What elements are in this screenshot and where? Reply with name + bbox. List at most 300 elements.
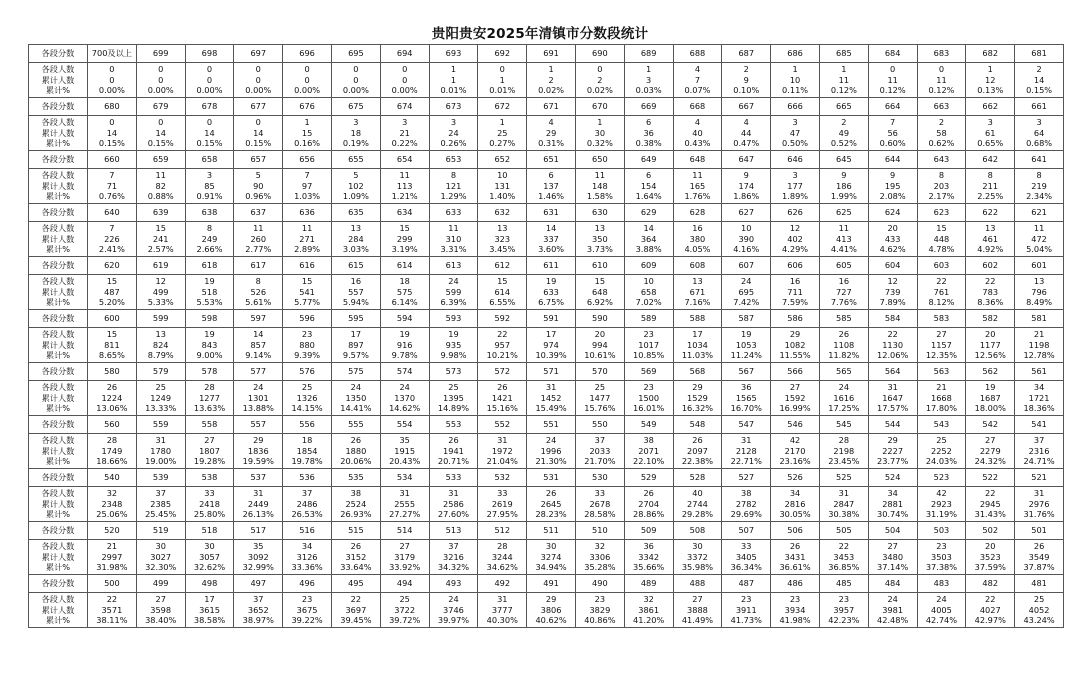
- score-cell: 573: [429, 363, 478, 381]
- score-cell: 659: [136, 151, 185, 169]
- percent-value: 0.07%: [684, 85, 711, 96]
- percent-value: 7.16%: [684, 297, 711, 308]
- cumulative-value: 1668: [931, 392, 952, 403]
- cumulative-value: 518: [201, 286, 218, 297]
- cumulative-value: 390: [738, 233, 755, 244]
- score-cell: 637: [234, 204, 283, 222]
- cumulative-value: 14: [253, 127, 264, 138]
- count-value: 0: [353, 64, 359, 75]
- data-labels: [29, 63, 88, 98]
- percent-value: 0.00%: [98, 85, 125, 96]
- cumulative-value: 1915: [394, 445, 416, 456]
- count-value: 20: [887, 223, 898, 234]
- percent-value: 2.57%: [147, 244, 174, 255]
- data-cell: [527, 275, 576, 310]
- data-cell: [527, 222, 576, 257]
- score-label: 各段分数: [29, 363, 88, 381]
- percent-value: 4.05%: [684, 244, 711, 255]
- data-cell: [478, 381, 527, 416]
- count-value: 13: [350, 223, 362, 234]
- count-value: 23: [594, 594, 606, 605]
- count-value: 24: [448, 594, 459, 605]
- data-cell: [868, 381, 917, 416]
- cumulative-value: 541: [299, 286, 315, 297]
- score-cell: 503: [917, 522, 966, 540]
- percent-value: 42.48%: [877, 615, 909, 626]
- count-value: 18: [301, 435, 313, 446]
- data-cell: [771, 487, 820, 522]
- score-cell: 611: [527, 257, 576, 275]
- score-cell: 499: [136, 575, 185, 593]
- cumulative-value: 1452: [540, 392, 562, 403]
- data-labels: [29, 116, 88, 151]
- data-cell: [575, 540, 624, 575]
- cumulative-value: 2033: [589, 445, 611, 456]
- score-cell: 638: [185, 204, 234, 222]
- score-cell: 599: [136, 310, 185, 328]
- count-value: 27: [399, 541, 410, 552]
- cumulative-value: 994: [592, 339, 608, 350]
- score-cell: 575: [331, 363, 380, 381]
- count-value: 26: [497, 382, 508, 393]
- score-cell: 662: [966, 98, 1015, 116]
- cumulative-value: 3092: [247, 551, 269, 562]
- data-cell: [722, 328, 771, 363]
- count-value: 16: [350, 276, 362, 287]
- data-cell: [819, 487, 868, 522]
- data-cell: [88, 540, 137, 575]
- cumulative-value: 2782: [735, 498, 757, 509]
- percent-value: 5.61%: [245, 297, 272, 308]
- score-cell: 598: [185, 310, 234, 328]
- cumulative-value: 2881: [882, 498, 904, 509]
- percent-value: 6.75%: [538, 297, 565, 308]
- cumulative-label: 累计人数: [41, 498, 75, 509]
- cumulative-value: 211: [982, 180, 999, 191]
- score-cell: 678: [185, 98, 234, 116]
- count-value: 26: [692, 435, 703, 446]
- score-cell: 615: [331, 257, 380, 275]
- percent-value: 3.60%: [538, 244, 565, 255]
- cumulative-label: 累计人数: [41, 604, 75, 615]
- percent-value: 0.00%: [196, 85, 223, 96]
- percent-value: 2.66%: [196, 244, 223, 255]
- count-label: 各段人数: [41, 223, 75, 234]
- count-value: 23: [789, 594, 801, 605]
- data-cell: [185, 487, 234, 522]
- data-cell: [88, 169, 137, 204]
- cumulative-value: 2816: [784, 498, 806, 509]
- percent-value: 3.73%: [586, 244, 613, 255]
- percent-value: 1.46%: [538, 191, 565, 202]
- score-cell: 525: [819, 469, 868, 487]
- count-value: 23: [643, 382, 654, 393]
- count-value: 26: [545, 488, 557, 499]
- count-value: 0: [109, 117, 115, 128]
- cumulative-value: 974: [543, 339, 559, 350]
- count-value: 23: [741, 594, 752, 605]
- data-cell: [819, 116, 868, 151]
- score-cell: 676: [283, 98, 332, 116]
- count-value: 9: [841, 170, 847, 181]
- data-cell: [380, 169, 429, 204]
- data-cell: [917, 222, 966, 257]
- count-value: 6: [548, 170, 554, 181]
- percent-value: 0.12%: [879, 85, 906, 96]
- count-value: 15: [155, 223, 166, 234]
- score-cell: 655: [331, 151, 380, 169]
- data-row: [29, 63, 1064, 98]
- count-value: 31: [497, 435, 508, 446]
- score-cell: 591: [527, 310, 576, 328]
- cumulative-value: 671: [689, 286, 706, 297]
- score-cell: 529: [624, 469, 673, 487]
- data-cell: [478, 222, 527, 257]
- count-value: 28: [204, 382, 215, 393]
- cumulative-value: 1350: [345, 392, 367, 403]
- score-cell: 613: [429, 257, 478, 275]
- data-cell: [136, 169, 185, 204]
- percent-label: 累计%: [45, 456, 71, 467]
- count-value: 21: [106, 541, 118, 552]
- score-cell: 595: [331, 310, 380, 328]
- count-value: 38: [741, 488, 752, 499]
- data-cell: [624, 381, 673, 416]
- count-value: 22: [936, 276, 947, 287]
- percent-value: 25.45%: [145, 509, 177, 520]
- cumulative-value: 824: [152, 339, 169, 350]
- percent-value: 1.86%: [733, 191, 760, 202]
- count-value: 14: [253, 329, 264, 340]
- percent-value: 13.88%: [242, 403, 274, 414]
- score-cell: 535: [331, 469, 380, 487]
- count-value: 4: [694, 64, 701, 75]
- cumulative-value: 2279: [979, 445, 1001, 456]
- count-value: 0: [499, 64, 505, 75]
- score-cell: 619: [136, 257, 185, 275]
- count-value: 42: [936, 488, 947, 499]
- percent-value: 0.47%: [733, 138, 760, 149]
- count-value: 6: [646, 170, 652, 181]
- count-value: 32: [594, 541, 606, 552]
- cumulative-value: 36: [643, 127, 654, 138]
- data-cell: [429, 116, 478, 151]
- cumulative-value: 3957: [833, 604, 855, 615]
- count-value: 2: [841, 117, 847, 128]
- data-cell: [819, 328, 868, 363]
- data-cell: [527, 593, 576, 628]
- data-row: [29, 381, 1064, 416]
- cumulative-value: 2847: [833, 498, 855, 509]
- percent-value: 27.27%: [389, 509, 421, 520]
- data-cell: [331, 222, 380, 257]
- count-value: 15: [399, 223, 410, 234]
- cumulative-value: 0: [255, 74, 261, 85]
- score-cell: 686: [771, 45, 820, 63]
- percent-value: 1.29%: [440, 191, 467, 202]
- score-cell: 560: [88, 416, 137, 434]
- data-cell: [527, 381, 576, 416]
- data-cell: [478, 328, 527, 363]
- count-value: 20: [985, 329, 996, 340]
- cumulative-value: 1108: [833, 339, 855, 350]
- cumulative-value: 1529: [687, 392, 708, 403]
- cumulative-value: 9: [743, 74, 749, 85]
- cumulative-value: 2227: [882, 445, 904, 456]
- data-row: [29, 169, 1064, 204]
- count-value: 3: [402, 117, 408, 128]
- cumulative-value: 0: [353, 74, 359, 85]
- percent-value: 0.03%: [635, 85, 662, 96]
- cumulative-value: 0: [109, 74, 115, 85]
- cumulative-value: 260: [250, 233, 267, 244]
- cumulative-value: 935: [445, 339, 462, 350]
- data-cell: [527, 540, 576, 575]
- data-cell: [771, 593, 820, 628]
- score-cell: 485: [819, 575, 868, 593]
- score-cell: 605: [819, 257, 868, 275]
- cumulative-value: 433: [884, 233, 901, 244]
- cumulative-value: 880: [299, 339, 315, 350]
- cumulative-value: 85: [204, 180, 215, 191]
- data-cell: [917, 116, 966, 151]
- cumulative-value: 1721: [1028, 392, 1050, 403]
- count-value: 11: [692, 170, 703, 181]
- count-value: 8: [255, 276, 261, 287]
- percent-value: 16.99%: [779, 403, 811, 414]
- score-cell: 546: [771, 416, 820, 434]
- count-value: 6: [646, 117, 652, 128]
- data-cell: [331, 328, 380, 363]
- count-value: 14: [643, 223, 654, 234]
- score-cell: 667: [722, 98, 771, 116]
- percent-value: 0.91%: [196, 191, 223, 202]
- percent-value: 4.92%: [977, 244, 1004, 255]
- cumulative-value: 4027: [979, 604, 1001, 615]
- data-cell: [1015, 434, 1064, 469]
- data-cell: [722, 540, 771, 575]
- count-value: 30: [155, 541, 166, 552]
- count-label: 各段人数: [41, 435, 75, 446]
- cumulative-value: 11: [887, 74, 898, 85]
- data-labels: [29, 381, 88, 416]
- count-value: 36: [643, 541, 654, 552]
- percent-value: 39.97%: [437, 615, 470, 626]
- percent-value: 0.15%: [1026, 85, 1053, 96]
- cumulative-value: 2: [597, 74, 603, 85]
- percent-value: 0.27%: [489, 138, 516, 149]
- cumulative-value: 58: [936, 127, 947, 138]
- cumulative-value: 271: [299, 233, 315, 244]
- percent-value: 0.65%: [977, 138, 1004, 149]
- data-cell: [234, 434, 283, 469]
- cumulative-value: 1198: [1028, 339, 1050, 350]
- count-value: 8: [938, 170, 945, 181]
- score-cell: 587: [722, 310, 771, 328]
- cumulative-value: 2678: [589, 498, 611, 509]
- data-cell: [722, 63, 771, 98]
- score-cell: 626: [771, 204, 820, 222]
- percent-value: 14.41%: [340, 403, 372, 414]
- cumulative-value: 1130: [882, 339, 904, 350]
- cumulative-value: 3306: [589, 551, 611, 562]
- score-cell: 632: [478, 204, 527, 222]
- score-cell: 696: [283, 45, 332, 63]
- score-row: [29, 469, 1064, 487]
- score-cell: 654: [380, 151, 429, 169]
- percent-value: 0.88%: [147, 191, 174, 202]
- percent-value: 32.30%: [145, 562, 177, 573]
- data-cell: [819, 434, 868, 469]
- count-value: 3: [792, 170, 798, 181]
- percent-value: 21.04%: [486, 456, 518, 467]
- score-cell: 554: [380, 416, 429, 434]
- data-cell: [331, 540, 380, 575]
- cumulative-value: 2645: [540, 498, 562, 509]
- score-cell: 650: [575, 151, 624, 169]
- score-cell: 677: [234, 98, 283, 116]
- data-cell: [966, 381, 1015, 416]
- count-value: 13: [497, 223, 508, 234]
- score-cell: 570: [575, 363, 624, 381]
- count-value: 25: [1033, 594, 1045, 605]
- percent-value: 30.74%: [877, 509, 909, 520]
- count-value: 36: [741, 382, 752, 393]
- score-cell: 625: [819, 204, 868, 222]
- score-cell: 514: [380, 522, 429, 540]
- score-cell: 589: [624, 310, 673, 328]
- count-label: 各段人数: [41, 594, 75, 605]
- score-cell: 665: [819, 98, 868, 116]
- score-cell: 521: [1015, 469, 1064, 487]
- count-value: 10: [741, 223, 752, 234]
- cumulative-value: 3888: [687, 604, 708, 615]
- cumulative-value: 3746: [443, 604, 464, 615]
- cumulative-value: 843: [201, 339, 218, 350]
- cumulative-value: 599: [445, 286, 462, 297]
- cumulative-value: 1500: [638, 392, 660, 403]
- data-cell: [722, 169, 771, 204]
- cumulative-value: 56: [887, 127, 898, 138]
- cumulative-value: 739: [884, 286, 901, 297]
- cumulative-value: 811: [104, 339, 120, 350]
- cumulative-value: 219: [1031, 180, 1047, 191]
- cumulative-value: 796: [1031, 286, 1047, 297]
- cumulative-value: 3216: [443, 551, 464, 562]
- count-value: 25: [936, 435, 947, 446]
- score-cell: 651: [527, 151, 576, 169]
- count-value: 15: [106, 329, 118, 340]
- score-cell: 517: [234, 522, 283, 540]
- data-cell: [527, 434, 576, 469]
- cumulative-value: 2704: [638, 498, 660, 509]
- count-value: 23: [838, 594, 850, 605]
- percent-value: 22.10%: [633, 456, 665, 467]
- data-cell: [527, 487, 576, 522]
- cumulative-value: 557: [348, 286, 364, 297]
- percent-value: 0.00%: [245, 85, 272, 96]
- percent-value: 38.97%: [242, 615, 274, 626]
- count-value: 28: [497, 541, 508, 552]
- percent-value: 0.38%: [635, 138, 662, 149]
- data-cell: [380, 63, 429, 98]
- count-value: 3: [792, 117, 798, 128]
- count-value: 32: [106, 488, 118, 499]
- score-cell: 661: [1015, 98, 1064, 116]
- percent-value: 0.26%: [440, 138, 467, 149]
- percent-value: 27.60%: [437, 509, 470, 520]
- score-cell: 656: [283, 151, 332, 169]
- score-cell: 536: [283, 469, 332, 487]
- percent-value: 14.62%: [389, 403, 421, 414]
- percent-value: 13.63%: [193, 403, 226, 414]
- cumulative-label: 累计人数: [41, 74, 75, 85]
- cumulative-value: 82: [155, 180, 166, 191]
- cumulative-value: 1616: [833, 392, 855, 403]
- cumulative-value: 2997: [101, 551, 123, 562]
- count-value: 7: [109, 223, 115, 234]
- data-cell: [1015, 540, 1064, 575]
- cumulative-value: 2198: [833, 445, 855, 456]
- count-label: 各段人数: [41, 541, 75, 552]
- cumulative-value: 448: [933, 233, 950, 244]
- score-cell: 497: [234, 575, 283, 593]
- data-labels: [29, 275, 88, 310]
- cumulative-value: 3342: [638, 551, 660, 562]
- score-cell: 647: [722, 151, 771, 169]
- count-value: 25: [448, 382, 459, 393]
- score-cell: 609: [624, 257, 673, 275]
- count-value: 27: [692, 594, 703, 605]
- percent-label: 累计%: [45, 562, 71, 573]
- score-cell: 519: [136, 522, 185, 540]
- percent-value: 6.14%: [391, 297, 418, 308]
- data-cell: [185, 169, 234, 204]
- data-cell: [283, 593, 332, 628]
- count-value: 8: [1036, 170, 1042, 181]
- cumulative-value: 1780: [150, 445, 172, 456]
- count-value: 1: [597, 117, 603, 128]
- score-cell: 596: [283, 310, 332, 328]
- count-value: 24: [887, 594, 898, 605]
- percent-value: 2.77%: [245, 244, 272, 255]
- count-value: 23: [301, 594, 313, 605]
- percent-value: 1.64%: [635, 191, 662, 202]
- data-cell: [136, 540, 185, 575]
- cumulative-value: 897: [348, 339, 364, 350]
- score-cell: 672: [478, 98, 527, 116]
- count-value: 27: [887, 541, 898, 552]
- score-cell: 641: [1015, 151, 1064, 169]
- data-cell: [331, 593, 380, 628]
- count-value: 31: [253, 488, 264, 499]
- count-value: 12: [789, 223, 801, 234]
- count-value: 23: [643, 329, 654, 340]
- count-value: 8: [206, 223, 213, 234]
- cumulative-value: 1395: [443, 392, 464, 403]
- score-cell: 512: [478, 522, 527, 540]
- data-cell: [380, 222, 429, 257]
- percent-value: 31.19%: [925, 509, 958, 520]
- count-value: 0: [402, 64, 408, 75]
- data-cell: [136, 381, 185, 416]
- data-cell: [575, 63, 624, 98]
- score-cell: 564: [868, 363, 917, 381]
- cumulative-value: 783: [982, 286, 999, 297]
- cumulative-value: 1082: [784, 339, 806, 350]
- count-value: 11: [253, 223, 264, 234]
- cumulative-value: 3274: [540, 551, 562, 562]
